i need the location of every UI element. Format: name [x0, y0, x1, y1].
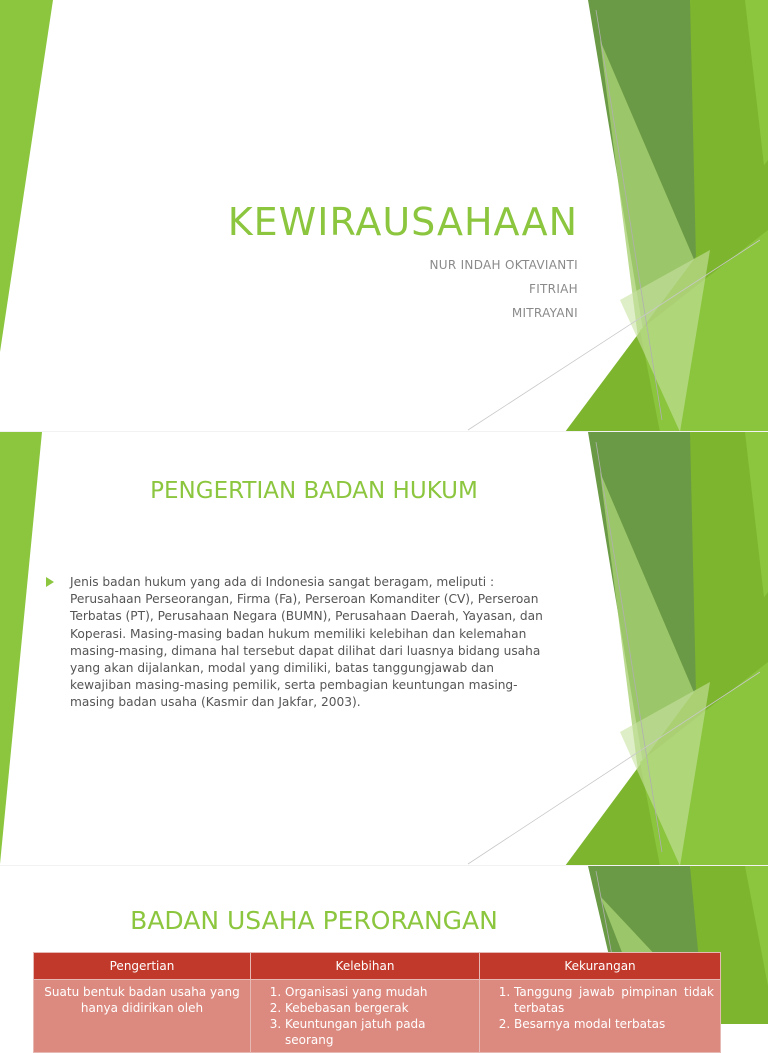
author-name: FITRIAH: [529, 282, 578, 296]
list-item: 2. Kebebasan bergerak: [285, 1000, 473, 1016]
definition-slide: [0, 432, 768, 866]
disadvantages-cell: [480, 980, 721, 1053]
header-pengertian: Pengertian: [34, 953, 251, 980]
title-slide: [0, 0, 768, 432]
comparison-table: [33, 952, 721, 1053]
list-item: 1. Organisasi yang mudah: [285, 984, 473, 1000]
header-kekurangan: Kekurangan: [480, 953, 721, 980]
bullet-text: Jenis badan hukum yang ada di Indonesia sangat beragam, meliputi : Perusahaan Perseorangan, Firma (Fa), Perseroan Komanditer (CV), Perseroan Terbatas (PT), Perusahaan Negara (BUMN), Perusahaan Daerah, Yayasan, dan Koperasi. Masing-masing badan hukum memiliki kelebihan dan kelemahan masing-masing, dimana hal tersebut dapat dilihat dari luasnya bidang usaha yang akan dijalankan, modal yang dimiliki, batas tanggungjawab dan kewajiban masing-masing pemilik, serta pembagian keuntungan masing-masing badan usaha (Kasmir dan Jakfar, 2003).: [70, 575, 543, 710]
table-row: [34, 980, 721, 1053]
list-item: 1. Tanggung jawab pimpinan tidak terbatas: [514, 984, 714, 1016]
definition-cell: Suatu bentuk badan usaha yang hanya didirikan oleh: [34, 980, 251, 1053]
triangle-bullet-icon: [46, 577, 54, 587]
sole-proprietorship-slide: [0, 866, 768, 1047]
author-name: MITRAYANI: [511, 306, 578, 320]
bullet-item: [46, 574, 546, 712]
slide-title: PENGERTIAN BADAN HUKUM: [150, 478, 478, 504]
table-header-row: [34, 953, 721, 980]
presentation-title: KEWIRAUSAHAAN: [227, 200, 578, 244]
header-kelebihan: Kelebihan: [251, 953, 480, 980]
slide-title: BADAN USAHA PERORANGAN: [130, 906, 498, 935]
advantages-cell: [251, 980, 480, 1053]
author-name: NUR INDAH OKTAVIANTI: [429, 258, 578, 272]
list-item: 2. Besarnya modal terbatas: [514, 1016, 714, 1032]
list-item: 3. Keuntungan jatuh pada seorang: [285, 1016, 473, 1048]
